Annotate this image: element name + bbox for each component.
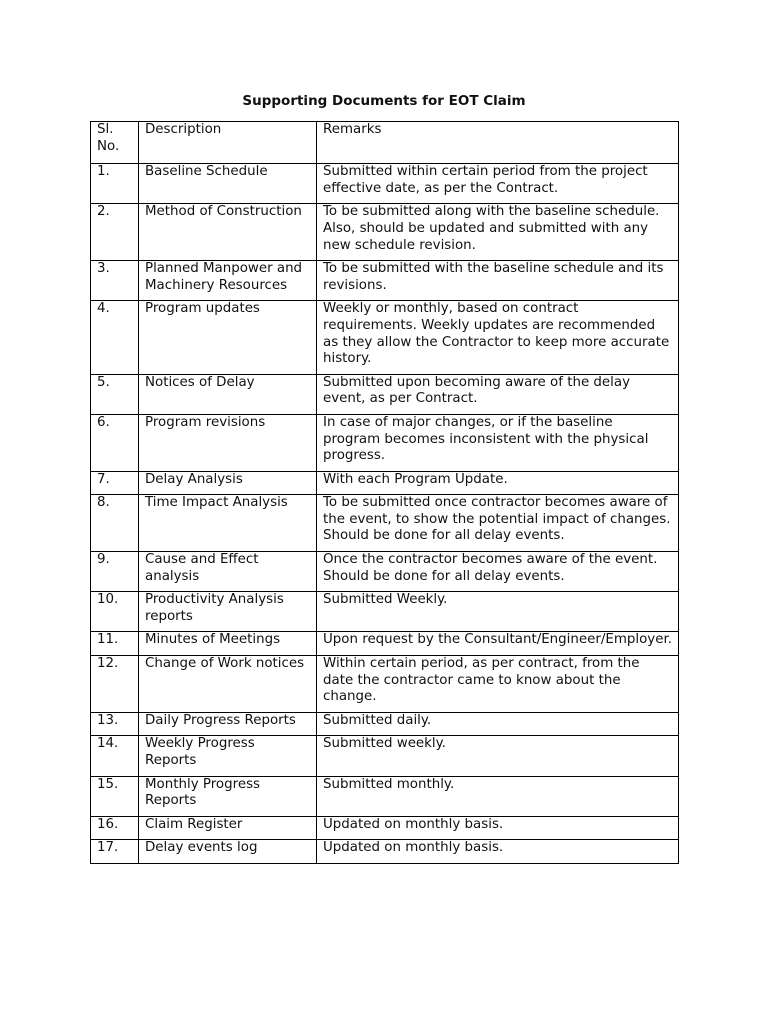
row-remarks: To be submitted once contractor becomes aware of the event, to show the potential impact of changes. Should be done for all delay events.: [317, 495, 679, 552]
row-number: 9.: [91, 552, 139, 592]
row-description: Weekly Progress Reports: [139, 736, 317, 776]
row-number: 8.: [91, 495, 139, 552]
row-remarks: Updated on monthly basis.: [317, 816, 679, 840]
row-remarks: To be submitted along with the baseline schedule. Also, should be updated and submitted with any new schedule revision.: [317, 204, 679, 261]
document-title: Supporting Documents for EOT Claim: [242, 93, 526, 109]
row-number: 14.: [91, 736, 139, 776]
row-description: Method of Construction: [139, 204, 317, 261]
table-row: [91, 164, 679, 204]
row-number: 13.: [91, 712, 139, 736]
row-description: Program revisions: [139, 414, 317, 471]
table-row: [91, 261, 679, 301]
table-row: [91, 656, 679, 713]
row-description: Program updates: [139, 301, 317, 374]
row-number: 11.: [91, 632, 139, 656]
table-row: [91, 414, 679, 471]
row-number: 2.: [91, 204, 139, 261]
row-description: Change of Work notices: [139, 656, 317, 713]
row-remarks: Once the contractor becomes aware of the event. Should be done for all delay events.: [317, 552, 679, 592]
row-number: 1.: [91, 164, 139, 204]
table-row: [91, 495, 679, 552]
header-sl-no: Sl. No.: [91, 122, 139, 164]
header-remarks: Remarks: [317, 122, 679, 164]
table-row: [91, 471, 679, 495]
row-description: Daily Progress Reports: [139, 712, 317, 736]
table-row: [91, 301, 679, 374]
row-remarks: Weekly or monthly, based on contract requirements. Weekly updates are recommended as they allow the Contractor to keep more accurate history.: [317, 301, 679, 374]
row-remarks: To be submitted with the baseline schedule and its revisions.: [317, 261, 679, 301]
table-row: [91, 712, 679, 736]
row-number: 10.: [91, 592, 139, 632]
table-header-row: [91, 122, 679, 164]
row-number: 16.: [91, 816, 139, 840]
row-number: 5.: [91, 374, 139, 414]
row-description: Monthly Progress Reports: [139, 776, 317, 816]
row-number: 7.: [91, 471, 139, 495]
table-body: [91, 164, 679, 864]
row-number: 4.: [91, 301, 139, 374]
table-row: [91, 816, 679, 840]
row-remarks: Submitted within certain period from the project effective date, as per the Contract.: [317, 164, 679, 204]
table-row: [91, 204, 679, 261]
table-row: [91, 632, 679, 656]
row-remarks: Updated on monthly basis.: [317, 840, 679, 864]
row-number: 6.: [91, 414, 139, 471]
row-description: Time Impact Analysis: [139, 495, 317, 552]
table-row: [91, 776, 679, 816]
row-number: 12.: [91, 656, 139, 713]
table-row: [91, 374, 679, 414]
row-remarks: Submitted daily.: [317, 712, 679, 736]
row-remarks: With each Program Update.: [317, 471, 679, 495]
row-description: Planned Manpower and Machinery Resources: [139, 261, 317, 301]
row-remarks: In case of major changes, or if the baseline program becomes inconsistent with the physical progress.: [317, 414, 679, 471]
supporting-documents-table: [90, 121, 679, 864]
row-remarks: Upon request by the Consultant/Engineer/Employer.: [317, 632, 679, 656]
row-remarks: Within certain period, as per contract, from the date the contractor came to know about the change.: [317, 656, 679, 713]
table-row: [91, 592, 679, 632]
row-description: Minutes of Meetings: [139, 632, 317, 656]
table-row: [91, 840, 679, 864]
row-number: 17.: [91, 840, 139, 864]
row-remarks: Submitted monthly.: [317, 776, 679, 816]
row-description: Productivity Analysis reports: [139, 592, 317, 632]
row-remarks: Submitted Weekly.: [317, 592, 679, 632]
table-row: [91, 736, 679, 776]
row-number: 15.: [91, 776, 139, 816]
row-description: Baseline Schedule: [139, 164, 317, 204]
row-description: Notices of Delay: [139, 374, 317, 414]
row-description: Delay events log: [139, 840, 317, 864]
header-description: Description: [139, 122, 317, 164]
row-description: Cause and Effect analysis: [139, 552, 317, 592]
row-remarks: Submitted weekly.: [317, 736, 679, 776]
row-number: 3.: [91, 261, 139, 301]
table-row: [91, 552, 679, 592]
row-description: Claim Register: [139, 816, 317, 840]
row-description: Delay Analysis: [139, 471, 317, 495]
row-remarks: Submitted upon becoming aware of the delay event, as per Contract.: [317, 374, 679, 414]
